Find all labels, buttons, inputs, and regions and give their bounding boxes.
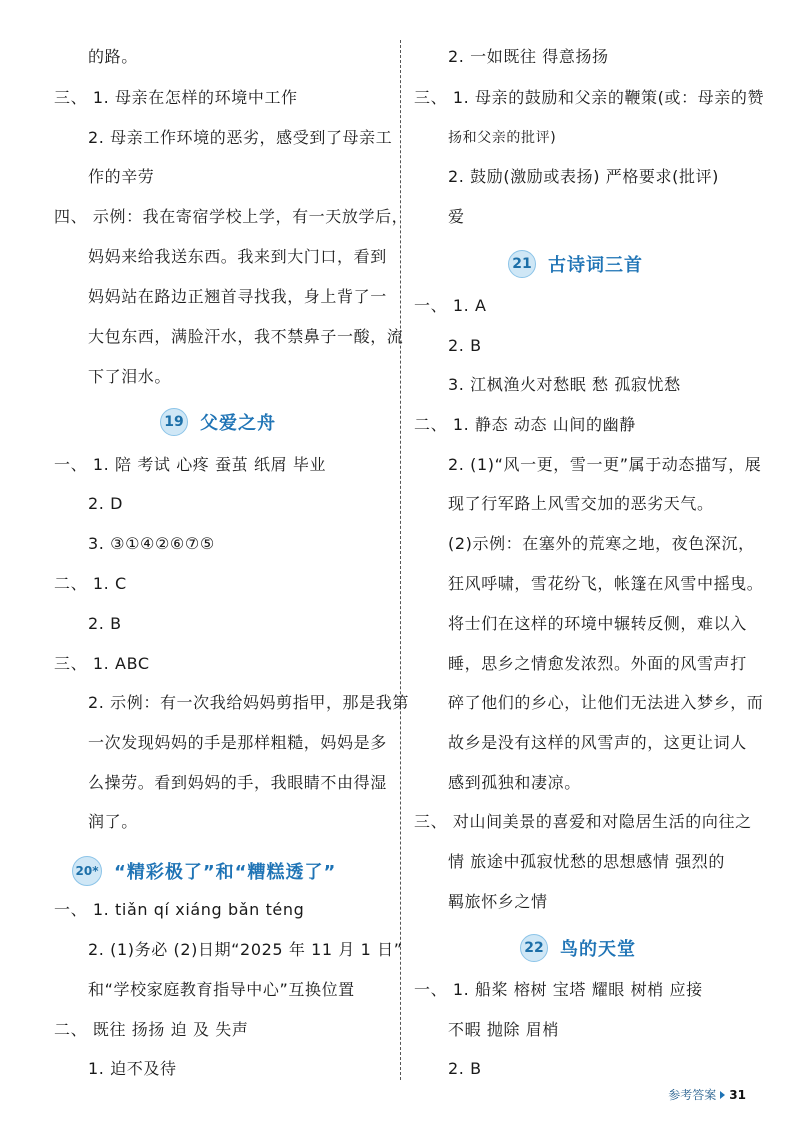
answer-line: 1. 迫不及待 [88,1059,177,1078]
answer-line: 爱 [448,207,465,226]
section-heading-21 [508,250,643,278]
section-heading-20 [72,856,336,886]
answer-line: 将士们在这样的环境中辗转反侧，难以入 [448,614,747,633]
lesson-number-badge: 19 [160,408,188,436]
answer-line: 感到孤独和凄凉。 [448,773,581,792]
answer-line: 不暇 抛除 眉梢 [448,1020,559,1039]
answer-line: 一、 1. A [414,296,487,315]
answer-line: 3. ③①④②⑥⑦⑤ [88,534,215,553]
answer-line: 三、 对山间美景的喜爱和对隐居生活的向往之 [414,812,752,831]
answer-line: 润了。 [88,812,138,831]
answer-line: 大包东西，满脸汗水，我不禁鼻子一酸，流 [88,327,404,346]
answer-line: 妈妈站在路边正翘首寻找我，身上背了一 [88,287,387,306]
footer-label: 参考答案 [668,1088,717,1102]
lesson-number-badge: 20* [72,856,102,886]
lesson-number-badge: 22 [520,934,548,962]
answer-line: 三、 1. 母亲在怎样的环境中工作 [54,88,298,107]
answer-line: 3. 江枫渔火对愁眠 愁 孤寂忧愁 [448,375,681,394]
answer-line: 2. (1)“风一更，雪一更”属于动态描写，展 [448,455,762,474]
answer-line: 2. B [448,1059,482,1078]
answer-line: 四、 示例：我在寄宿学校上学，有一天放学后， [54,207,409,226]
answer-line: 2. D [88,494,124,513]
answer-line: 扬和父亲的批评) [448,130,557,146]
answer-line: 二、 1. 静态 动态 山间的幽静 [414,415,636,434]
page-footer [668,1086,746,1103]
answer-line: 三、 1. ABC [54,654,150,673]
answer-line: 狂风呼啸，雪花纷飞，帐篷在风雪中摇曳。 [448,574,764,593]
answer-line: 碎了他们的乡心，让他们无法进入梦乡，而 [448,693,764,712]
answer-line: 故乡是没有这样的风雪声的，这更让词人 [448,733,747,752]
answer-line: 羁旅怀乡之情 [448,892,548,911]
answer-line: 二、 既往 扬扬 迫 及 失声 [54,1020,249,1039]
answer-line: 下了泪水。 [88,367,172,386]
answer-line: 一、 1. tiǎn qí xiáng bǎn téng [54,900,305,919]
answer-line: 现了行军路上风雪交加的恶劣天气。 [448,494,714,513]
lesson-title: 鸟的天堂 [560,939,636,960]
answer-line: 的路。 [88,47,138,66]
answer-line: 一次发现妈妈的手是那样粗糙，妈妈是多 [88,733,387,752]
triangle-right-icon [720,1091,725,1099]
page-number: 31 [729,1087,746,1102]
answer-line: 2. 鼓励(激励或表扬) 严格要求(批评) [448,167,720,186]
answer-line: 2. 母亲工作环境的恶劣，感受到了母亲工 [88,128,393,147]
answer-line: (2)示例：在塞外的荒寒之地，夜色深沉， [448,534,755,553]
answer-line: 和“学校家庭教育指导中心”互换位置 [88,980,355,999]
answer-line: 妈妈来给我送东西。我来到大门口，看到 [88,247,387,266]
section-heading-22 [520,934,636,962]
answer-line: 情 旅途中孤寂忧愁的思想感情 强烈的 [448,852,725,871]
lesson-title: 父爱之舟 [200,413,276,434]
answer-line: 三、 1. 母亲的鼓励和父亲的鞭策(或：母亲的赞 [414,88,765,107]
answer-line: 睡，思乡之情愈发浓烈。外面的风雪声打 [448,654,747,673]
lesson-title: 古诗词三首 [548,255,643,276]
answer-line: 2. B [88,614,122,633]
column-divider [400,40,401,1080]
answer-line: 2. B [448,336,482,355]
answer-line: 一、 1. 船桨 榕树 宝塔 耀眼 树梢 应接 [414,980,703,999]
section-heading-19 [160,408,276,436]
answer-line: 2. (1)务必 (2)日期“2025 年 11 月 1 日” [88,940,403,959]
answer-line: 作的辛劳 [88,167,155,186]
lesson-number-badge: 21 [508,250,536,278]
lesson-title: “精彩极了”和“糟糕透了” [114,862,337,883]
answer-line: 么操劳。看到妈妈的手，我眼睛不由得湿 [88,773,387,792]
answer-line: 2. 一如既往 得意扬扬 [448,47,609,66]
answer-line: 一、 1. 陪 考试 心疼 蚕茧 纸屑 毕业 [54,455,327,474]
answer-line: 2. 示例：有一次我给妈妈剪指甲，那是我第 [88,693,409,712]
answer-line: 二、 1. C [54,574,127,593]
